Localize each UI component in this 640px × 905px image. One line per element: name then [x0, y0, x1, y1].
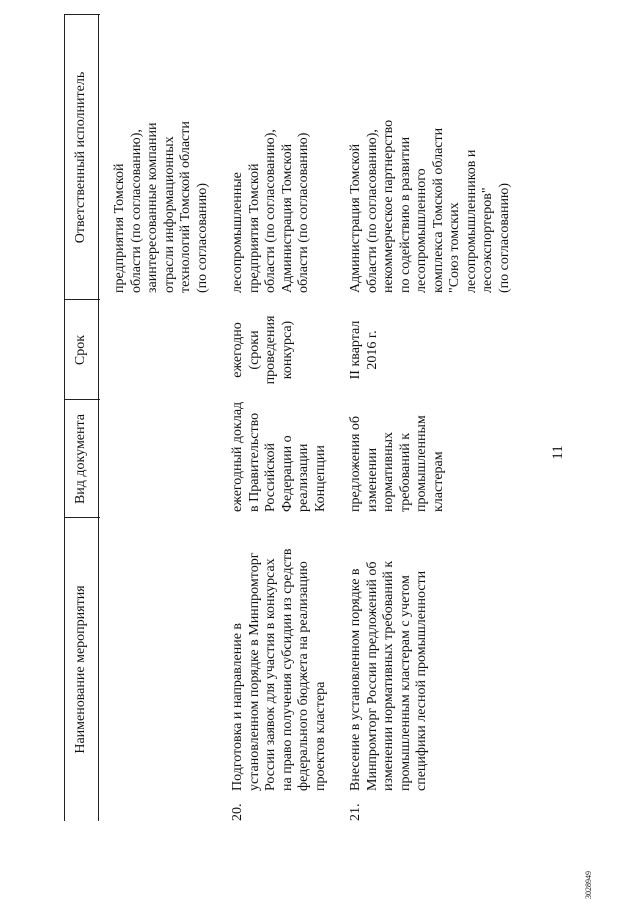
text-line: установленном порядке в Минпромторг [246, 552, 262, 791]
executor [230, 18, 313, 293]
text-line: федерального бюджета на реализацию [296, 561, 311, 791]
text-line: лесоэкспортеров" [480, 187, 495, 293]
text-line: Федерации о [279, 435, 295, 512]
row-number: 20. [230, 803, 245, 821]
executor [348, 18, 513, 293]
term [230, 300, 296, 400]
text-line: изменении нормативных требований к [381, 560, 396, 791]
text-line: промышленным [414, 415, 429, 512]
text-line: в Правительство [246, 412, 262, 512]
header-name: Наименование мероприятия [73, 585, 88, 754]
text-line: Российской [263, 443, 278, 512]
text-line: Администрация Томской [348, 143, 363, 293]
text-line: области (по согласованию), [364, 129, 380, 293]
text-line: лесопромышленников и [463, 149, 479, 293]
header-doc-type: Вид документа [73, 413, 88, 505]
text-line: Концепции [312, 445, 328, 512]
text-line: Внесение в установленном порядке в [348, 568, 363, 791]
row-number: 21. [348, 803, 363, 821]
activities-table [64, 15, 512, 821]
text-line: (сроки [246, 330, 262, 370]
text-line: по содействию в развитии [397, 136, 413, 293]
text-line: некоммерческое партнерство [381, 119, 396, 293]
text-line: предложения об [348, 415, 363, 512]
header-bottom-border [98, 15, 99, 821]
text-line: проектов кластера [312, 681, 328, 791]
text-line: Администрация Томской [279, 143, 295, 293]
text-line: требований к [397, 432, 413, 512]
text-line: лесопромышленного [414, 168, 429, 293]
text-line: II квартал [348, 320, 363, 380]
text-line: (по согласованию) [496, 182, 512, 293]
activity-name [348, 521, 431, 791]
text-line: на право получения субсидии из средств [279, 548, 295, 791]
text-line: Подготовка и направление в [230, 622, 245, 791]
text-line: отрасли информационных [161, 136, 177, 293]
term [348, 300, 381, 400]
text-line: конкурса) [279, 320, 295, 380]
document-type [230, 400, 329, 512]
text-line: специфики лесной промышленности [414, 570, 429, 791]
text-line: ежегодный доклад [230, 401, 245, 512]
header-term: Срок [73, 334, 88, 366]
text-line: кластерам [430, 451, 446, 512]
text-line: 2016 г. [364, 330, 380, 370]
text-line: Минпромторг России предложений об [364, 561, 380, 791]
document-code: 3028949 [584, 871, 593, 899]
text-line: промышленным кластерам с учетом [397, 575, 413, 791]
header-executor: Ответственный исполнитель [73, 71, 88, 244]
text-line: технологий Томской области [178, 121, 193, 293]
text-line: нормативных [381, 431, 396, 512]
document-type [348, 400, 447, 512]
text-line: комплекса Томской области [430, 127, 446, 293]
text-line: ежегодно [230, 322, 245, 378]
text-line: проведения [263, 315, 278, 385]
text-line: реализации [296, 443, 311, 512]
continuation-executor [112, 18, 211, 293]
text-line: (по согласованию) [194, 182, 210, 293]
text-line: предприятия Томской [246, 163, 262, 293]
text-line: предприятия Томской [112, 163, 127, 293]
text-line: заинтересованные компании [145, 122, 160, 293]
text-line: области (по согласованию), [128, 129, 144, 293]
page-number: 11 [550, 445, 566, 460]
text-line: области (по согласованию) [296, 132, 311, 293]
activity-name [230, 521, 329, 791]
table-top-border [64, 15, 65, 821]
text-line: области (по согласованию), [263, 129, 278, 293]
text-line: лесопромышленные [230, 172, 245, 293]
text-line: России заявок для участия в конкурсах [263, 558, 278, 791]
text-line: "Союз томских [447, 202, 462, 293]
text-line: изменении [364, 447, 380, 512]
